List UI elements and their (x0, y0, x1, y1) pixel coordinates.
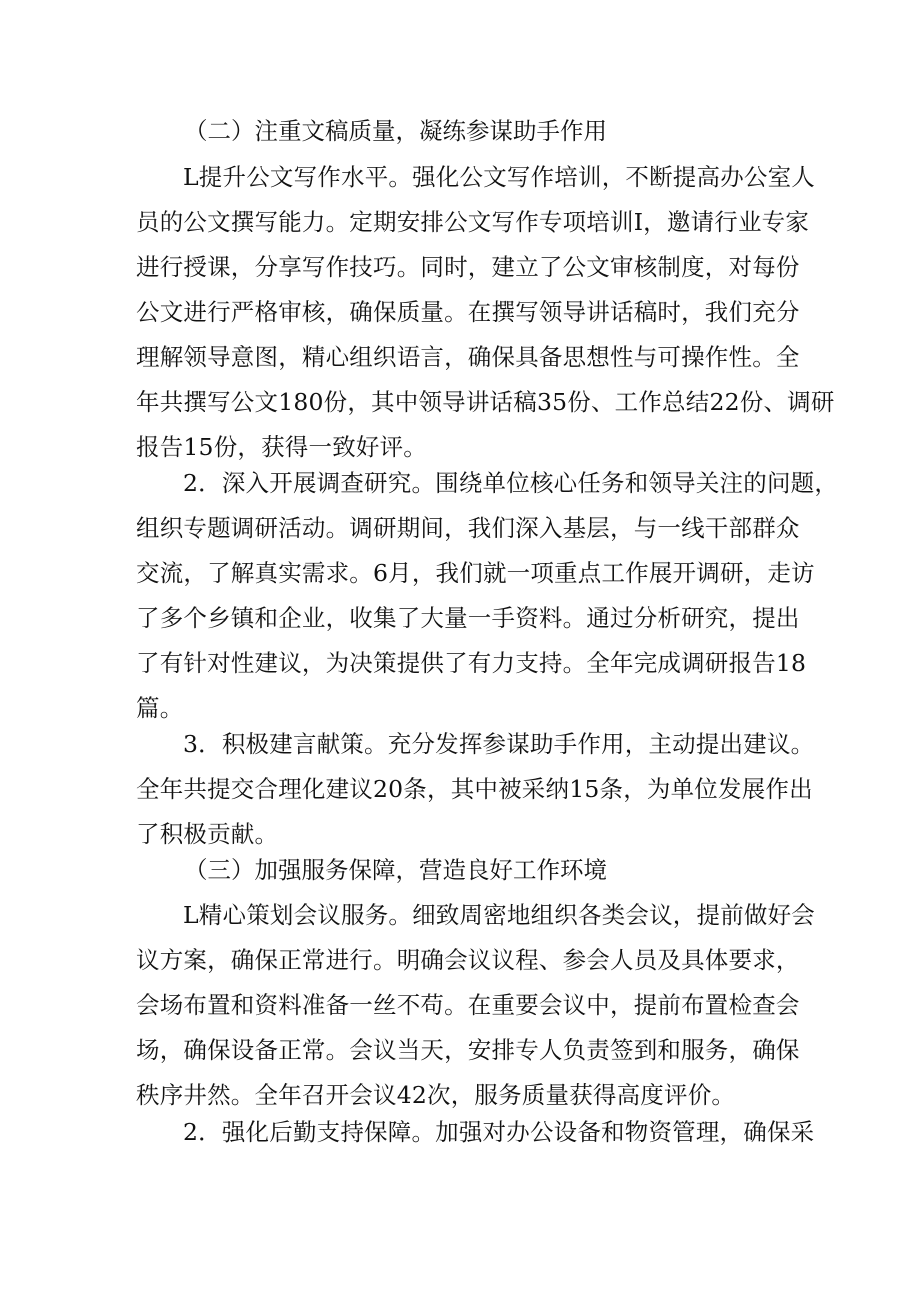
text-line: 2．深入开展调查研究。围绕单位核心任务和领导关注的问题， (183, 469, 839, 497)
text-line: 理解领导意图，精心组织语言，确保具备思想性与可操作性。全 (136, 343, 800, 371)
paragraph-research (136, 461, 839, 731)
text-line: 了积极贡献。 (136, 820, 279, 848)
text-line: 交流，了解真实需求。6月，我们就一项重点工作展开调研，走访 (136, 559, 815, 587)
text-line: 年共撰写公文180份，其中领导讲话稿35份、工作总结22份、调研 (136, 388, 835, 416)
paragraph-meeting-service (136, 893, 816, 1118)
text-line: 3．积极建言献策。充分发挥参谋助手作用，主动提出建议。 (183, 730, 815, 758)
text-line: 2．强化后勤支持保障。加强对办公设备和物资管理，确保采 (183, 1118, 815, 1146)
section-heading-3: （三）加强服务保障，营造良好工作环境 (184, 856, 607, 884)
text-line: 秩序井然。全年召开会议42次，服务质量获得高度评价。 (136, 1081, 736, 1109)
text-line: 报告15份，获得一致好评。 (136, 433, 428, 461)
text-line: 组织专题调研活动。调研期间，我们深入基层，与一线干部群众 (136, 514, 800, 542)
section-heading-2: （二）注重文稿质量，凝练参谋助手作用 (184, 117, 607, 145)
text-line: 全年共提交合理化建议20条，其中被采纳15条，为单位发展作出 (136, 775, 813, 803)
text-line: 议方案，确保正常进行。明确会议议程、参会人员及具体要求， (136, 946, 800, 974)
text-line: 篇。 (136, 694, 184, 722)
text-line: 进行授课，分享写作技巧。同时，建立了公文审核制度，对每份 (136, 253, 800, 281)
text-line: 场，确保设备正常。会议当天，安排专人负责签到和服务，确保 (136, 1036, 800, 1064)
text-line: 员的公文撰写能力。定期安排公文写作专项培训I，邀请行业专家 (136, 208, 810, 236)
paragraph-writing-quality (136, 155, 835, 470)
paragraph-logistics (136, 1110, 815, 1155)
text-line: L提升公文写作水平。强化公文写作培训，不断提高办公室人 (183, 163, 816, 191)
paragraph-suggestions (136, 722, 815, 857)
text-line: 了有针对性建议，为决策提供了有力支持。全年完成调研报告18 (136, 649, 807, 677)
text-line: 会场布置和资料准备一丝不苟。在重要会议中，提前布置检查会 (136, 991, 800, 1019)
text-line: L精心策划会议服务。细致周密地组织各类会议，提前做好会 (183, 901, 816, 929)
text-line: 公文进行严格审核，确保质量。在撰写领导讲话稿时，我们充分 (136, 298, 800, 326)
text-line: 了多个乡镇和企业，收集了大量一手资料。通过分析研究，提出 (136, 604, 800, 632)
